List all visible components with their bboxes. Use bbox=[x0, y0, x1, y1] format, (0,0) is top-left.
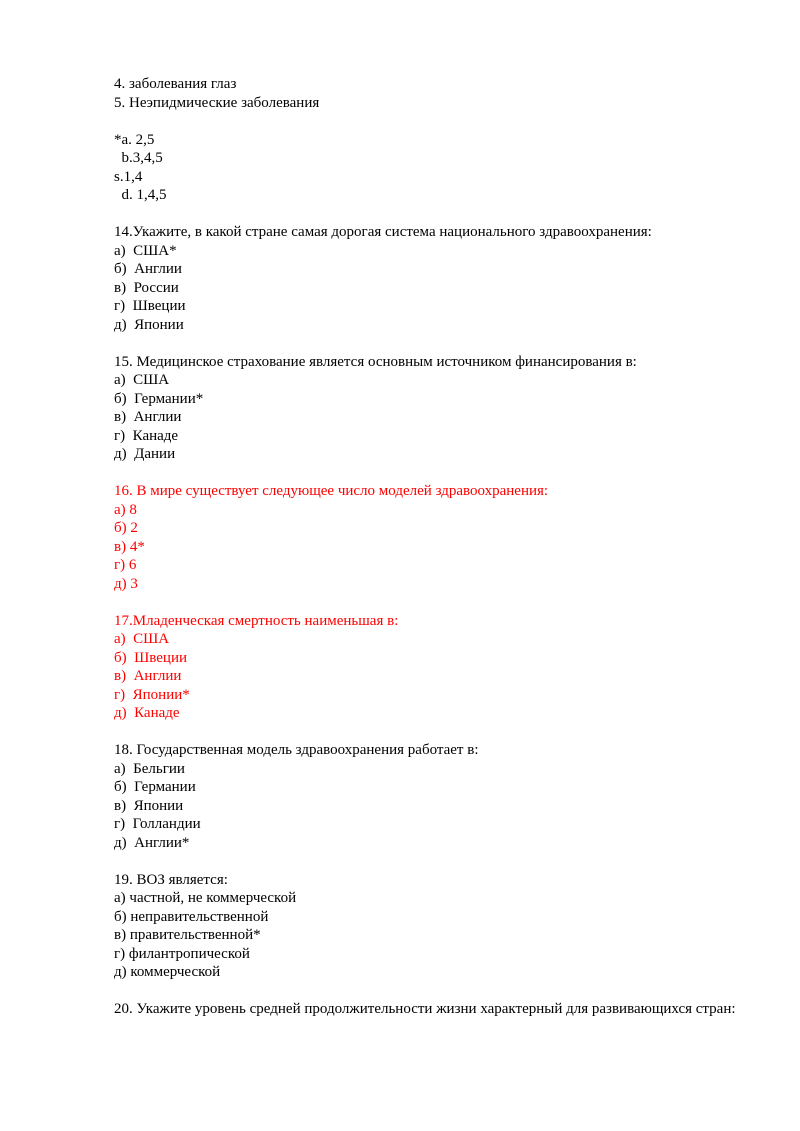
answer-option: в) 4* bbox=[114, 538, 145, 555]
answer-option: в) Англии bbox=[114, 668, 182, 684]
answer-option: б) Швеции bbox=[114, 649, 187, 666]
answer-option: г) Канаде bbox=[114, 427, 179, 444]
question-text: 16. В мире существует следующее число моделей здравоохранения: bbox=[114, 483, 549, 499]
question-text: 15. Медицинское страхование является основным источником финансирования в: bbox=[114, 353, 637, 370]
answer-option: в) правительственной* bbox=[114, 927, 261, 943]
question-text: 19. ВОЗ является: bbox=[114, 871, 228, 888]
answer-option: б) Англии bbox=[114, 261, 182, 277]
answer-option: а) США bbox=[114, 631, 170, 647]
answer-option: д) Дании bbox=[114, 446, 176, 462]
document-content bbox=[114, 75, 754, 1019]
answer-option: а) Бельгии bbox=[114, 760, 185, 777]
question-block bbox=[114, 1000, 754, 1019]
question-block bbox=[114, 871, 754, 982]
answer-option: в) России bbox=[114, 279, 179, 296]
answer-option: г) Японии* bbox=[114, 686, 190, 703]
questions-list bbox=[114, 205, 754, 1019]
intro-answer: d. 1,4,5 bbox=[114, 187, 167, 203]
question-block bbox=[114, 353, 754, 464]
question-block bbox=[114, 741, 754, 852]
answer-option: д) Англии* bbox=[114, 834, 190, 851]
intro-answer: *a. 2,5 bbox=[114, 131, 155, 148]
question-text: 14.Укажите, в какой стране самая дорогая система национального здравоохранения: bbox=[114, 224, 652, 240]
answer-option: в) Англии bbox=[114, 409, 182, 425]
answer-option: г) Швеции bbox=[114, 298, 186, 314]
answer-option: д) Японии bbox=[114, 316, 184, 333]
answer-option: б) неправительственной bbox=[114, 908, 269, 925]
question-text: 20. Укажите уровень средней продолжительности жизни характерный для развивающихся стран: bbox=[114, 1001, 736, 1017]
answer-option: г) Голландии bbox=[114, 816, 201, 832]
answer-option: а) 8 bbox=[114, 501, 137, 518]
intro-item: 5. Неэпидмические заболевания bbox=[114, 94, 320, 111]
intro-answer: s.1,4 bbox=[114, 168, 143, 185]
answer-option: г) 6 bbox=[114, 557, 137, 573]
answer-option: а) США bbox=[114, 372, 170, 388]
answer-option: д) Канаде bbox=[114, 705, 180, 721]
answer-option: д) коммерческой bbox=[114, 964, 221, 980]
answer-option: в) Японии bbox=[114, 797, 184, 814]
intro-answer: b.3,4,5 bbox=[114, 150, 163, 166]
answer-option: а) США* bbox=[114, 242, 177, 259]
question-block bbox=[114, 482, 754, 593]
question-block bbox=[114, 223, 754, 334]
intro-block bbox=[114, 75, 754, 205]
answer-option: б) Германии* bbox=[114, 390, 204, 407]
answer-option: г) филантропической bbox=[114, 945, 250, 962]
answer-option: б) 2 bbox=[114, 520, 138, 536]
answer-option: д) 3 bbox=[114, 575, 138, 592]
answer-option: а) частной, не коммерческой bbox=[114, 890, 297, 906]
question-text: 17.Младенческая смертность наименьшая в: bbox=[114, 612, 399, 629]
answer-option: б) Германии bbox=[114, 779, 196, 795]
intro-item: 4. заболевания глаз bbox=[114, 76, 237, 92]
question-text: 18. Государственная модель здравоохранения работает в: bbox=[114, 742, 479, 758]
question-block bbox=[114, 612, 754, 723]
